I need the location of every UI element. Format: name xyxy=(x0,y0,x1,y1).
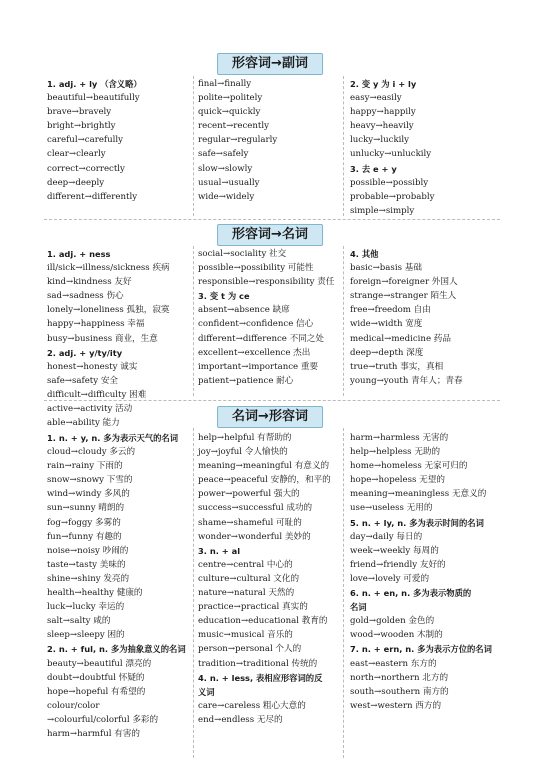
word-pair: different→difference 不同之处 xyxy=(198,333,324,344)
word-pair: possible→possibility 可能性 xyxy=(198,263,314,274)
word-pair: careful→carefully xyxy=(47,135,123,146)
adj-noun-column-3 xyxy=(350,247,496,388)
word-pair: busy→business 商业，生意 xyxy=(47,333,158,344)
word-pair: rain→rainy 下雨的 xyxy=(47,461,123,472)
word-pair: joy→joyful 令人愉快的 xyxy=(198,447,288,458)
word-pair: different→differently xyxy=(47,191,138,202)
word-pair: able→ability 能力 xyxy=(47,418,120,429)
word-pair: west→western 西方的 xyxy=(350,700,442,711)
word-pair: sad→sadness 伤心 xyxy=(47,291,124,302)
word-pair: simple→simply xyxy=(350,205,415,216)
noun-adj-column-3 xyxy=(350,431,496,713)
word-pair: end→endless 无尽的 xyxy=(198,714,283,725)
word-pair: quick→quickly xyxy=(198,107,261,118)
word-pair: care→careless 粗心大意的 xyxy=(198,700,306,711)
rule-heading: 1. n. + y, n. 多为表示天气的名词 xyxy=(47,433,179,443)
word-pair: luck→lucky 幸运的 xyxy=(47,602,125,613)
word-pair: practice→practical 真实的 xyxy=(198,602,308,613)
column-divider xyxy=(193,428,194,758)
rule-heading: 2. n. + ful, n. 多为抽象意义的名词 xyxy=(47,644,186,655)
word-pair: medical→medicine 药品 xyxy=(350,333,451,344)
rule-heading: 3. 变 t 为 ce xyxy=(198,291,250,302)
word-pair: excellent→excellence 杰出 xyxy=(198,347,311,358)
word-pair: gold→golden 金色的 xyxy=(350,616,435,627)
word-pair: salt→salty 咸的 xyxy=(47,616,111,627)
rule-heading: 3. n. + al xyxy=(198,545,241,556)
word-pair: success→successful 成功的 xyxy=(198,503,313,514)
word-pair: wood→wooden 木制的 xyxy=(350,630,443,641)
word-pair: culture→cultural 文化的 xyxy=(198,573,300,584)
rule-heading: 7. n. + ern, n. 多为表示方位的名词 xyxy=(350,644,492,655)
adj-noun-column-2 xyxy=(198,247,342,388)
word-pair: easy→easily xyxy=(350,93,402,104)
word-pair: wide→width 宽度 xyxy=(350,319,423,330)
column-divider xyxy=(343,246,344,396)
word-pair: ill/sick→illness/sickness 疾病 xyxy=(47,263,170,274)
word-pair: →colourful/colorful 多彩的 xyxy=(47,714,159,725)
word-pair: fun→funny 有趣的 xyxy=(47,531,122,542)
word-pair: safe→safely xyxy=(198,149,249,160)
word-pair: deep→depth 深度 xyxy=(350,347,424,358)
word-pair: probable→probably xyxy=(350,191,435,202)
word-pair: hope→hopeless 无望的 xyxy=(350,475,445,486)
word-pair: important→importance 重要 xyxy=(198,361,319,372)
adj-adv-column-1 xyxy=(47,77,193,204)
word-pair: east→eastern 东方的 xyxy=(350,658,437,669)
adj-noun-column-1 xyxy=(47,247,193,430)
word-pair: wind→windy 多风的 xyxy=(47,489,130,500)
word-pair: unlucky→unluckily xyxy=(350,149,432,160)
word-pair: nature→natural 天然的 xyxy=(198,588,295,599)
word-pair: use→useless 无用的 xyxy=(350,503,433,514)
word-pair: noise→noisy 吵闹的 xyxy=(47,545,129,556)
adj-adv-column-3 xyxy=(350,77,496,218)
word-pair: deep→deeply xyxy=(47,177,105,188)
word-pair: clear→clearly xyxy=(47,149,106,160)
rule-heading: 4. n. + less, 表相应形容词的反 xyxy=(198,672,323,683)
word-pair: love→lovely 可爱的 xyxy=(350,573,430,584)
word-pair: recent→recently xyxy=(198,121,269,132)
word-pair: health→healthy 健康的 xyxy=(47,588,143,599)
noun-adj-column-1 xyxy=(47,431,193,741)
rule-heading: 义词 xyxy=(198,686,215,697)
word-pair: cloud→cloudy 多云的 xyxy=(47,447,136,458)
word-pair: difficult→difficulty 困难 xyxy=(47,389,147,400)
word-pair: shine→shiny 发亮的 xyxy=(47,573,130,584)
word-pair: person→personal 个人的 xyxy=(198,644,302,655)
word-pair: brave→bravely xyxy=(47,107,112,118)
word-pair: kind→kindness 友好 xyxy=(47,277,132,288)
rule-heading: 名词 xyxy=(350,602,367,613)
word-pair: confident→confidence 信心 xyxy=(198,319,314,330)
word-pair: patient→patience 耐心 xyxy=(198,375,294,386)
word-pair: harm→harmful 有害的 xyxy=(47,728,141,739)
column-divider xyxy=(193,246,194,396)
word-pair: happy→happiness 幸福 xyxy=(47,319,145,330)
word-pair: week→weekly 每周的 xyxy=(350,545,439,556)
word-pair: foreign→foreigner 外国人 xyxy=(350,277,458,288)
word-pair: safe→safety 安全 xyxy=(47,375,119,386)
word-pair: correct→correctly xyxy=(47,163,125,174)
column-divider xyxy=(343,428,344,758)
word-pair: responsible→responsibility 责任 xyxy=(198,277,335,288)
word-pair: usual→usually xyxy=(198,177,260,188)
word-pair: regular→regularly xyxy=(198,135,278,146)
rule-heading: 2. 变 y 为 i + ly xyxy=(350,79,417,89)
section-banner-adj-to-noun: 形容词→名词 xyxy=(217,224,323,246)
word-pair: wide→widely xyxy=(198,191,255,202)
word-pair: north→northern 北方的 xyxy=(350,672,449,683)
word-pair: social→sociality 社交 xyxy=(198,249,287,259)
column-divider xyxy=(193,76,194,216)
word-pair: education→educational 教育的 xyxy=(198,616,328,627)
rule-heading: 6. n. + en, n. 多为表示物质的 xyxy=(350,588,472,599)
word-pair: lucky→luckily xyxy=(350,135,410,146)
word-pair: south→southern 南方的 xyxy=(350,686,449,697)
word-pair: harm→harmless 无害的 xyxy=(350,433,449,443)
word-pair: fog→foggy 多雾的 xyxy=(47,517,121,528)
word-pair: free→freedom 自由 xyxy=(350,305,431,316)
word-pair: home→homeless 无家可归的 xyxy=(350,461,468,472)
word-pair: friend→friendly 友好的 xyxy=(350,559,446,570)
rule-heading: 4. 其他 xyxy=(350,249,379,259)
noun-adj-column-2 xyxy=(198,431,342,727)
word-pair: day→daily 每日的 xyxy=(350,531,423,542)
adj-adv-column-2 xyxy=(198,77,342,204)
word-pair: beautiful→beautifully xyxy=(47,93,140,104)
rule-heading: 1. adj. + ly （含义略） xyxy=(47,79,142,89)
word-pair: help→helpful 有帮助的 xyxy=(198,433,292,443)
word-pair: slow→slowly xyxy=(198,163,253,174)
word-pair: basic→basis 基础 xyxy=(350,263,422,274)
word-pair: heavy→heavily xyxy=(350,121,414,132)
rule-heading: 3. 去 e + y xyxy=(350,163,397,174)
section-divider xyxy=(44,219,500,220)
word-pair: power→powerful 强大的 xyxy=(198,489,300,500)
word-pair: meaning→meaningful 有意义的 xyxy=(198,461,330,472)
word-pair: snow→snowy 下雪的 xyxy=(47,475,133,486)
word-pair: help→helpless 无助的 xyxy=(350,447,441,458)
word-pair: honest→honesty 诚实 xyxy=(47,361,138,372)
word-pair: tradition→traditional 传统的 xyxy=(198,658,318,669)
column-divider xyxy=(343,76,344,216)
word-pair: music→musical 音乐的 xyxy=(198,630,293,641)
section-banner-noun-to-adj: 名词→形容词 xyxy=(217,406,323,428)
word-pair: shame→shameful 可耻的 xyxy=(198,517,302,528)
word-pair: peace→peaceful 安静的，和平的 xyxy=(198,475,331,486)
rule-heading: 1. adj. + ness xyxy=(47,249,111,259)
rule-heading: 5. n. + ly, n. 多为表示时间的名词 xyxy=(350,517,484,528)
word-pair: strange→stranger 陌生人 xyxy=(350,291,457,302)
word-pair: happy→happily xyxy=(350,107,416,118)
word-pair: wonder→wonderful 美妙的 xyxy=(198,531,311,542)
word-pair: sleep→sleepy 困的 xyxy=(47,630,125,641)
word-pair: absent→absence 缺席 xyxy=(198,305,290,316)
word-pair: active→activity 活动 xyxy=(47,404,133,415)
word-pair: bright→brightly xyxy=(47,121,116,132)
rule-heading: 2. adj. + y/ty/ity xyxy=(47,347,123,358)
word-pair: taste→tasty 美味的 xyxy=(47,559,126,570)
word-pair: sun→sunny 晴朗的 xyxy=(47,503,125,514)
word-pair: lonely→loneliness 孤独，寂寞 xyxy=(47,305,170,316)
word-pair: doubt→doubtful 怀疑的 xyxy=(47,672,145,683)
word-pair: centre→central 中心的 xyxy=(198,559,293,570)
word-pair: meaning→meaningless 无意义的 xyxy=(350,489,487,500)
word-pair: beauty→beautiful 漂亮的 xyxy=(47,658,152,669)
word-pair: true→truth 事实，真相 xyxy=(350,361,444,372)
word-pair: polite→politely xyxy=(198,93,263,104)
word-pair: final→finally xyxy=(198,79,252,89)
word-pair: possible→possibly xyxy=(350,177,429,188)
word-pair: hope→hopeful 有希望的 xyxy=(47,686,146,697)
section-banner-adj-to-adv: 形容词→副词 xyxy=(217,53,323,75)
word-pair: colour/color xyxy=(47,700,100,711)
word-pair: young→youth 青年人；青春 xyxy=(350,375,463,386)
